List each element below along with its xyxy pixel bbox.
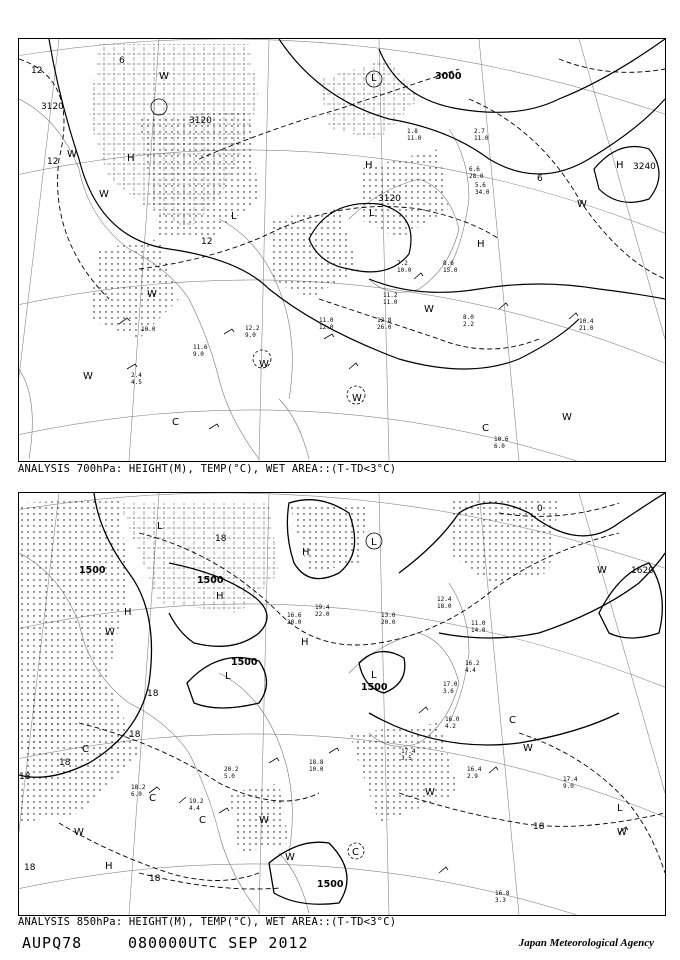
low-center: L <box>225 671 231 682</box>
temp-label: 18 <box>19 772 31 782</box>
obs-dew: 2.2 <box>463 321 474 328</box>
chart-850hpa <box>18 492 666 916</box>
obs-dew: 26.0 <box>377 324 392 331</box>
warm-mark: W <box>425 787 435 798</box>
high-center: H <box>616 160 624 171</box>
obs-dew: 11.0 <box>383 299 398 306</box>
obs-temp: 10.0 <box>141 326 156 333</box>
height-label: 1500 <box>361 682 388 693</box>
obs-dew: 28.0 <box>469 173 484 180</box>
caption-850hpa: ANALYSIS 850hPa: HEIGHT(M), TEMP(°C), WET AREA::(T-TD<3°C) <box>18 916 397 928</box>
height-label: 1500 <box>197 575 224 586</box>
height-label: 3000 <box>435 71 462 82</box>
obs-dew: 4.4 <box>465 667 476 674</box>
valid-time: 080000UTC SEP 2012 <box>128 934 309 952</box>
obs-dew: 6.0 <box>494 443 505 450</box>
high-center: H <box>477 239 485 250</box>
warm-mark: W <box>147 289 157 300</box>
obs-temp: 11.2 <box>383 292 398 299</box>
obs-dew: 15.0 <box>443 267 458 274</box>
obs-temp: 12.2 <box>245 325 260 332</box>
temp-label: 6 <box>537 174 543 184</box>
temp-label: 18 <box>147 689 159 699</box>
obs-temp: 19.4 <box>315 604 330 611</box>
obs-dew: 2.9 <box>467 773 478 780</box>
obs-dew: 10.0 <box>309 766 324 773</box>
warm-mark: W <box>159 71 169 82</box>
agency-name: Japan Meteorological Agency <box>518 937 654 949</box>
product-code: AUPQ78 <box>22 934 83 952</box>
obs-dew: 14.0 <box>471 627 486 634</box>
obs-temp: 11.0 <box>319 317 334 324</box>
obs-dew: 11.0 <box>407 135 422 142</box>
obs-temp: 17.4 <box>563 776 578 783</box>
obs-dew: 6.0 <box>131 791 142 798</box>
low-center: L <box>617 803 623 814</box>
obs-temp: 18.8 <box>309 759 324 766</box>
low-center: L <box>231 211 237 222</box>
obs-temp: 16.6 <box>287 612 302 619</box>
warm-mark: W <box>259 359 269 370</box>
temp-label: 6 <box>119 56 125 66</box>
warm-mark: W <box>285 852 295 863</box>
obs-dew: 22.0 <box>315 611 330 618</box>
high-center: H <box>124 607 132 618</box>
obs-dew: 20.0 <box>287 619 302 626</box>
obs-dew: 12.0 <box>319 324 334 331</box>
obs-dew: 10.0 <box>397 267 412 274</box>
obs-temp: 8.6 <box>443 260 454 267</box>
cold-center: C <box>172 417 179 428</box>
obs-dew: 3.6 <box>443 688 454 695</box>
warm-mark: W <box>74 827 84 838</box>
low-center: L <box>157 521 163 532</box>
obs-temp: 11.0 <box>471 620 486 627</box>
obs-temp: 17.4 <box>401 748 416 755</box>
height-label: 1500 <box>79 565 106 576</box>
warm-marks <box>74 565 627 863</box>
wind-barbs <box>119 273 578 461</box>
warm-mark: W <box>617 827 627 838</box>
temp-label: 18 <box>129 730 141 740</box>
warm-mark: W <box>105 627 115 638</box>
obs-temp: 16.0 <box>445 716 460 723</box>
temp-label: 18 <box>149 874 161 884</box>
height-label: 1500 <box>317 879 344 890</box>
cold-center: C <box>482 423 489 434</box>
obs-temp: 10.6 <box>494 436 509 443</box>
obs-temp: 7.2 <box>397 260 408 267</box>
low-center: L <box>369 208 375 219</box>
high-center: H <box>365 160 373 171</box>
obs-temp: 12.4 <box>437 596 452 603</box>
obs-temp: 2.4 <box>131 372 142 379</box>
warm-mark: W <box>352 393 362 404</box>
obs-dew: 9.0 <box>245 332 256 339</box>
obs-temp: 16.4 <box>467 766 482 773</box>
obs-temp: 18.2 <box>131 784 146 791</box>
obs-temp: 13.0 <box>381 612 396 619</box>
wet-areas <box>19 498 559 853</box>
obs-dew: 4.4 <box>189 805 200 812</box>
low-center: L <box>371 670 377 681</box>
obs-dew: 34.0 <box>475 189 490 196</box>
height-label: 3120 <box>41 102 64 112</box>
obs-dew: 5.0 <box>224 773 235 780</box>
obs-temp: 1.8 <box>407 128 418 135</box>
warm-mark: W <box>597 565 607 576</box>
warm-mark: W <box>99 189 109 200</box>
warm-mark: W <box>577 199 587 210</box>
obs-dew: 18.0 <box>437 603 452 610</box>
obs-dew: 9.0 <box>193 351 204 358</box>
obs-temp: 16.8 <box>495 890 510 897</box>
obs-temp: 12.8 <box>377 317 392 324</box>
warm-mark: W <box>259 815 269 826</box>
temp-label: 18 <box>24 863 36 873</box>
obs-temp: 5.6 <box>475 182 486 189</box>
obs-temp: 11.6 <box>193 344 208 351</box>
warm-mark: W <box>424 304 434 315</box>
temp-label: 18 <box>215 534 227 544</box>
map-700hpa <box>19 39 665 461</box>
obs-dew: 3.5 <box>401 755 412 762</box>
cold-center: C <box>352 847 359 858</box>
high-center: H <box>105 861 113 872</box>
map-850hpa <box>19 493 665 915</box>
warm-mark: W <box>562 412 572 423</box>
obs-dew: 21.0 <box>579 325 594 332</box>
obs-dew: 9.0 <box>563 783 574 790</box>
height-label: 3120 <box>378 194 401 204</box>
height-label: 3120 <box>189 116 212 126</box>
high-center: H <box>127 153 135 164</box>
high-center: H <box>302 547 310 558</box>
height-label: 3240 <box>633 162 656 172</box>
obs-temp: 17.0 <box>443 681 458 688</box>
obs-dew: 4.5 <box>131 379 142 386</box>
cold-center: C <box>199 815 206 826</box>
temp-label: 12 <box>31 66 43 76</box>
warm-mark: W <box>67 149 77 160</box>
warm-mark: W <box>83 371 93 382</box>
low-center: L <box>371 73 377 84</box>
chart-700hpa <box>18 38 666 462</box>
high-center: H <box>216 591 224 602</box>
cold-center: C <box>149 793 156 804</box>
height-label: 1620 <box>631 566 654 576</box>
obs-temp: 19.2 <box>189 798 204 805</box>
temp-label: 18 <box>533 822 545 832</box>
height-label: 1500 <box>231 657 258 668</box>
temp-label: 12 <box>201 237 213 247</box>
obs-temp: 16.2 <box>465 660 480 667</box>
obs-temp: 20.2 <box>224 766 239 773</box>
obs-temp: 6.6 <box>469 166 480 173</box>
obs-dew: 20.0 <box>381 619 396 626</box>
temp-label: 18 <box>59 758 71 768</box>
caption-700hpa: ANALYSIS 700hPa: HEIGHT(M), TEMP(°C), WET AREA::(T-TD<3°C) <box>18 463 397 475</box>
obs-temp: 2.7 <box>474 128 485 135</box>
temp-label: 0 <box>537 504 543 514</box>
obs-dew: 11.0 <box>474 135 489 142</box>
obs-dew: 3.3 <box>495 897 506 904</box>
cold-center: C <box>509 715 516 726</box>
cold-center: C <box>82 744 89 755</box>
height-labels <box>79 565 654 890</box>
high-center: H <box>301 637 309 648</box>
obs-dew: 4.2 <box>445 723 456 730</box>
obs-temp: 8.0 <box>463 314 474 321</box>
temp-label: 12 <box>47 157 59 167</box>
warm-mark: W <box>523 743 533 754</box>
obs-temp: 10.4 <box>579 318 594 325</box>
low-center: L <box>371 537 377 548</box>
